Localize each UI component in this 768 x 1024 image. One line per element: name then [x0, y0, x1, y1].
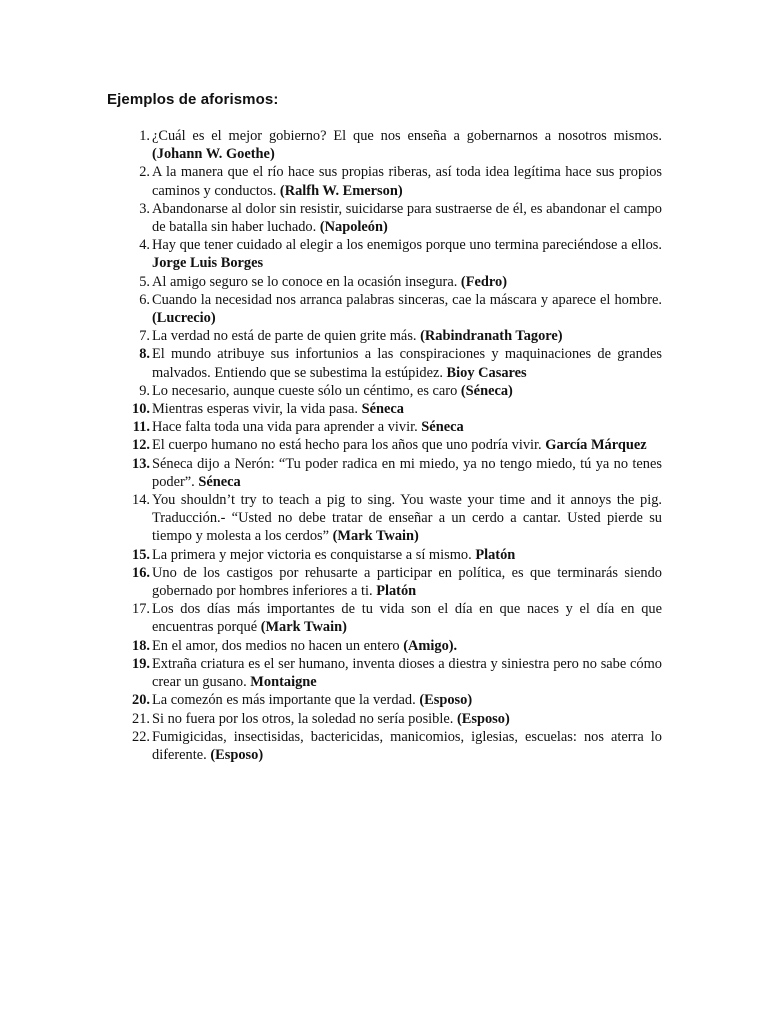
aphorism-body — [152, 600, 662, 636]
aphorism-text: Uno de los castigos por rehusarte a participar en política, es que terminarás siendo gobernado por hombres inferiores a ti. — [152, 564, 662, 600]
aphorism-body — [152, 400, 662, 418]
aphorism-number: 16. — [132, 564, 150, 581]
aphorism-text: Hay que tener cuidado al elegir a los enemigos porque uno termina pareciéndose a ellos. — [152, 237, 662, 254]
aphorism-number: 7. — [139, 328, 150, 345]
aphorism-item — [112, 436, 662, 454]
aphorism-text: El mundo atribuye sus infortunios a las conspiraciones y maquinaciones de grandes malvados. Entiendo que se subestima la estúpidez. — [152, 346, 662, 381]
aphorism-author: Bioy Casares — [446, 364, 527, 381]
aphorism-body — [152, 728, 662, 764]
aphorism-number: 8. — [139, 346, 150, 363]
aphorism-item — [112, 127, 662, 163]
aphorism-text: Los dos días más importantes de tu vida son el día en que naces y el día en que encuentras porqué — [152, 601, 662, 636]
aphorism-text: La verdad no está de parte de quien grite más. — [152, 328, 421, 345]
aphorism-body — [152, 236, 662, 272]
aphorism-number: 3. — [139, 200, 150, 217]
aphorism-item — [112, 491, 662, 546]
aphorism-body — [152, 291, 662, 327]
aphorism-author: (Amigo). — [403, 637, 458, 654]
aphorism-text: La primera y mejor victoria es conquistarse a sí mismo. — [152, 546, 476, 563]
aphorism-text: Hace falta toda una vida para aprender a vivir. — [152, 419, 422, 436]
aphorism-author: (Fedro) — [460, 273, 508, 290]
aphorism-text: La comezón es más importante que la verdad. — [152, 692, 420, 709]
aphorism-number: 10. — [132, 401, 150, 418]
aphorism-author: (Ralfh W. Emerson) — [279, 182, 403, 199]
aphorism-item — [112, 564, 662, 600]
aphorism-author: Séneca — [198, 473, 241, 490]
aphorism-author: (Mark Twain) — [260, 619, 347, 636]
aphorism-author: Jorge Luis Borges — [152, 255, 264, 272]
aphorism-author: Séneca — [361, 401, 404, 418]
aphorism-item — [112, 291, 662, 327]
aphorism-item — [112, 728, 662, 764]
aphorism-number: 6. — [139, 291, 150, 308]
aphorism-body — [152, 418, 662, 436]
aphorism-item — [112, 236, 662, 272]
aphorism-number: 20. — [132, 692, 150, 709]
aphorism-text: El cuerpo humano no está hecho para los años que uno podría vivir. — [152, 437, 546, 454]
aphorism-text: A la manera que el río hace sus propias riberas, así toda idea legítima hace sus propios caminos y conductos. — [152, 164, 662, 199]
aphorism-body — [152, 710, 662, 728]
aphorism-body — [152, 436, 662, 454]
aphorism-item — [112, 691, 662, 709]
aphorism-body — [152, 327, 662, 345]
aphorism-item — [112, 273, 662, 291]
aphorism-body — [152, 200, 662, 236]
aphorism-text: You shouldn’t try to teach a pig to sing. You waste your time and it annoys the pig. Traducción.- “Usted no debe tratar de enseñar a un cerdo a cantar. Usted pierde su tiempo y molesta a los cerdos” — [152, 492, 662, 545]
aphorism-text: ¿Cuál es el mejor gobierno? El que nos enseña a gobernarnos a nosotros mismos. — [152, 128, 662, 144]
aphorism-author: (Esposo) — [456, 710, 510, 727]
aphorism-author: García Márquez — [545, 437, 647, 454]
aphorism-text: Fumigicidas, insectisidas, bactericidas, manicomios, iglesias, escuelas: nos aterra lo diferente. — [152, 728, 662, 763]
aphorism-body — [152, 382, 662, 400]
aphorism-text: Lo necesario, aunque cueste sólo un céntimo, es caro — [152, 382, 461, 399]
aphorism-list — [112, 127, 662, 764]
aphorism-author: (Johann W. Goethe) — [152, 146, 275, 163]
aphorism-item — [112, 600, 662, 636]
aphorism-body — [152, 127, 662, 163]
aphorism-number: 4. — [139, 237, 150, 254]
aphorism-author: (Mark Twain) — [332, 528, 419, 545]
aphorism-body — [152, 455, 662, 491]
aphorism-text: Abandonarse al dolor sin resistir, suicidarse para sustraerse de él, es abandonar el campo de batalla sin haber luchado. — [152, 200, 662, 236]
aphorism-author: (Esposo) — [419, 692, 473, 709]
aphorism-number: 1. — [139, 128, 150, 144]
aphorism-number: 18. — [132, 637, 150, 654]
aphorism-text: Séneca dijo a Nerón: “Tu poder radica en mi miedo, ya no tengo miedo, tú ya no tenes poder”. — [152, 455, 662, 490]
aphorism-item — [112, 710, 662, 728]
aphorism-number: 22. — [132, 728, 150, 745]
aphorism-author: (Séneca) — [460, 382, 513, 399]
aphorism-author: Montaigne — [250, 674, 317, 691]
aphorism-number: 13. — [132, 455, 150, 472]
aphorism-author: (Rabindranath Tagore) — [420, 328, 563, 345]
aphorism-body — [152, 345, 662, 381]
aphorism-item — [112, 637, 662, 655]
aphorism-number: 15. — [132, 546, 150, 563]
aphorism-text: Mientras esperas vivir, la vida pasa. — [152, 401, 362, 418]
aphorism-body — [152, 273, 662, 291]
aphorism-body — [152, 546, 662, 564]
aphorism-text: Extraña criatura es el ser humano, inventa dioses a diestra y siniestra pero no sabe cómo crear un gusano. — [152, 655, 662, 691]
aphorism-item — [112, 418, 662, 436]
aphorism-number: 19. — [132, 655, 150, 672]
aphorism-author: (Esposo) — [210, 746, 264, 763]
aphorism-author: Séneca — [421, 419, 464, 436]
aphorism-number: 11. — [132, 419, 150, 436]
aphorism-author: (Napoleón) — [319, 219, 388, 236]
aphorism-text: En el amor, dos medios no hacen un entero — [152, 637, 404, 654]
aphorism-number: 2. — [139, 164, 150, 181]
aphorism-number: 9. — [139, 382, 150, 399]
aphorism-item — [112, 327, 662, 345]
aphorism-body — [152, 637, 662, 655]
aphorism-number: 5. — [139, 273, 150, 290]
aphorism-item — [112, 345, 662, 381]
aphorism-body — [152, 163, 662, 199]
aphorism-number: 21. — [132, 710, 150, 727]
aphorism-number: 12. — [132, 437, 150, 454]
aphorism-item — [112, 655, 662, 691]
aphorism-number: 17. — [132, 601, 150, 618]
aphorism-author: Platón — [475, 546, 516, 563]
aphorism-item — [112, 382, 662, 400]
aphorism-body — [152, 491, 662, 546]
aphorism-author: (Lucrecio) — [152, 310, 216, 327]
aphorism-item — [112, 163, 662, 199]
aphorism-item — [112, 400, 662, 418]
aphorism-number: 14. — [132, 492, 150, 509]
aphorism-author: Platón — [376, 583, 417, 600]
aphorism-item — [112, 200, 662, 236]
aphorism-text: Cuando la necesidad nos arranca palabras sinceras, cae la máscara y aparece el hombre. — [152, 291, 662, 308]
aphorism-body — [152, 655, 662, 691]
page-title: Ejemplos de aforismos: — [107, 91, 279, 108]
aphorism-item — [112, 546, 662, 564]
aphorism-body — [152, 564, 662, 600]
aphorism-text: Al amigo seguro se lo conoce en la ocasión insegura. — [152, 273, 461, 290]
aphorism-body — [152, 691, 662, 709]
aphorism-text: Si no fuera por los otros, la soledad no sería posible. — [152, 710, 457, 727]
aphorism-item — [112, 455, 662, 491]
